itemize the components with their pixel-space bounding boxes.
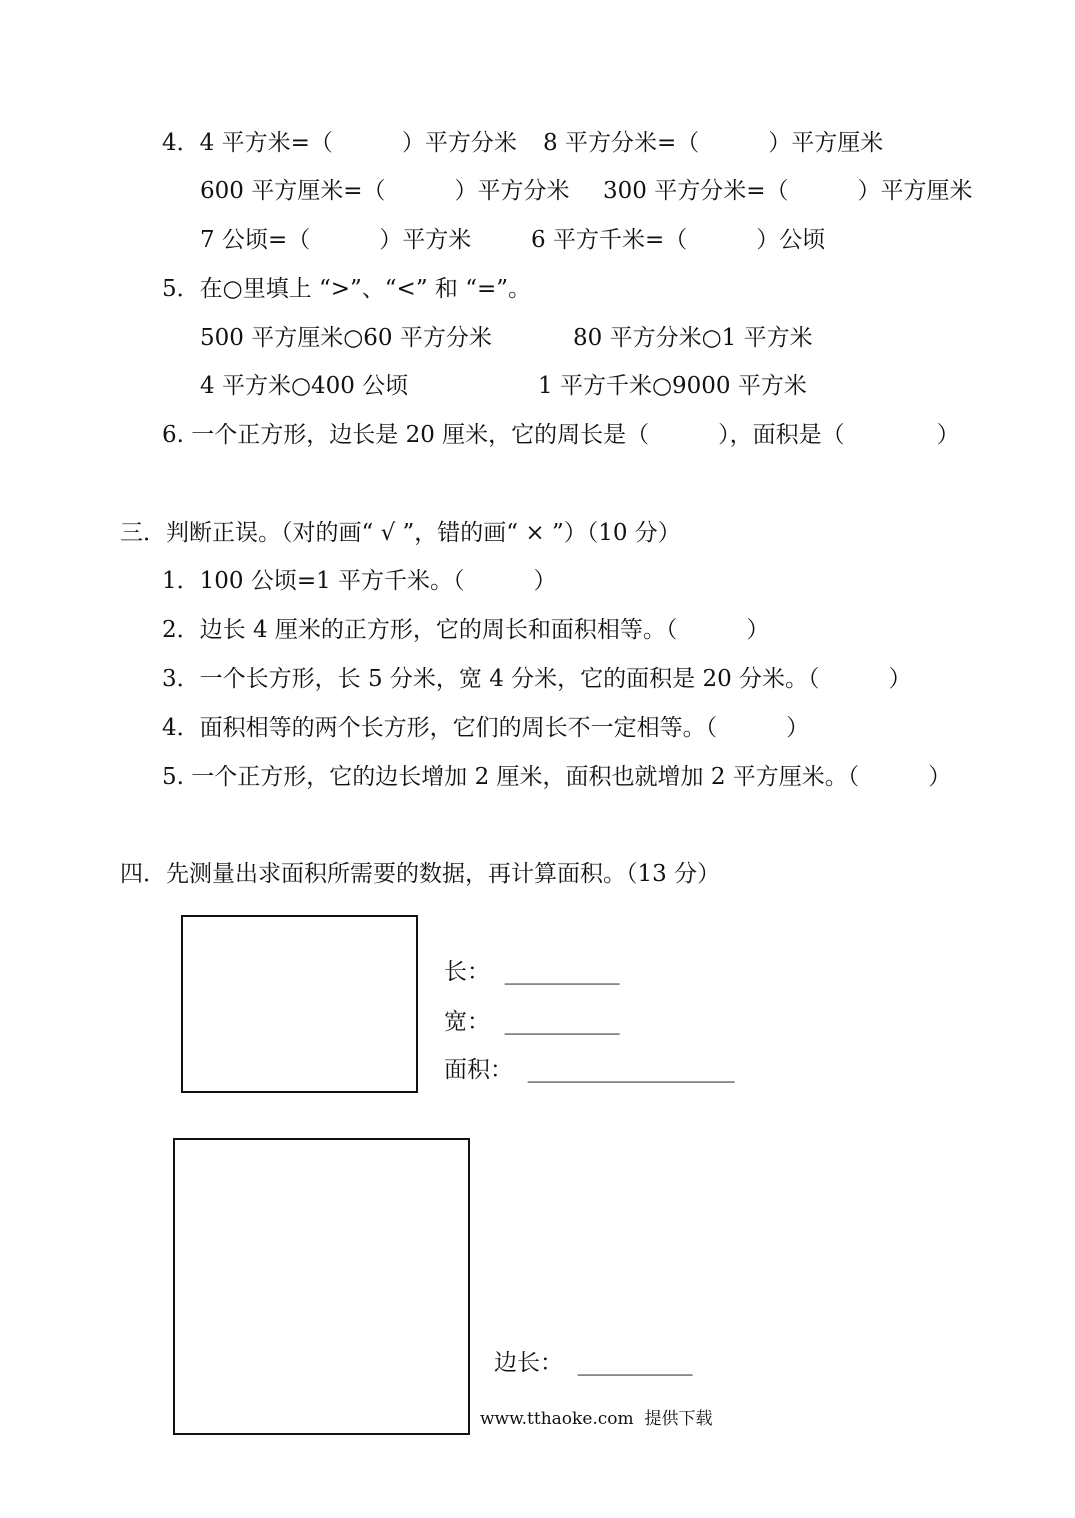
section3-item-1: 1．100 公顷=1 平方千米。（ ） bbox=[162, 568, 557, 594]
q4-line2b: 300 平方分米=（ ）平方厘米 bbox=[603, 178, 973, 204]
square-figure bbox=[173, 1138, 470, 1435]
section4-title: 四．先测量出求面积所需要的数据，再计算面积。（13 分） bbox=[120, 861, 721, 887]
rect-length-label: 长： __________ bbox=[444, 959, 620, 985]
q4-line3a: 7 公顷=（ ）平方米 bbox=[200, 227, 472, 253]
rect-area-label: 面积： __________________ bbox=[444, 1057, 735, 1083]
q5-line2a: 4 平方米○400 公顷 bbox=[200, 373, 409, 399]
section3-item-4: 4．面积相等的两个长方形，它们的周长不一定相等。（ ） bbox=[162, 715, 810, 741]
footer-source: www.tthaoke.com 提供下载 bbox=[480, 1409, 713, 1429]
q5-line1a: 500 平方厘米○60 平方分米 bbox=[200, 325, 492, 351]
q4-line1b: 8 平方分米=（ ）平方厘米 bbox=[543, 130, 884, 156]
section3-item-5: 5. 一个正方形，它的边长增加 2 厘米，面积也就增加 2 平方厘米。（ ） bbox=[162, 764, 952, 790]
q5-line2b: 1 平方千米○9000 平方米 bbox=[538, 373, 807, 399]
rectangle-figure bbox=[181, 915, 418, 1093]
q4-line3b: 6 平方千米=（ ）公顷 bbox=[531, 227, 826, 253]
q6-line: 6. 一个正方形，边长是 20 厘米，它的周长是（ ），面积是（ ） bbox=[162, 422, 960, 448]
q4-line1a: 4．4 平方米=（ ）平方分米 bbox=[162, 130, 517, 156]
q5-line1b: 80 平方分米○1 平方米 bbox=[573, 325, 813, 351]
q5-title: 5．在○里填上 “>”、“<” 和 “=”。 bbox=[162, 276, 531, 302]
section3-item-3: 3．一个长方形，长 5 分米，宽 4 分米，它的面积是 20 分米。（ ） bbox=[162, 666, 912, 692]
square-side-label: 边长： __________ bbox=[494, 1350, 693, 1376]
section3-item-2: 2．边长 4 厘米的正方形，它的周长和面积相等。（ ） bbox=[162, 617, 770, 643]
section3-title: 三．判断正误。（对的画“ √ ”，错的画“ × ”）（10 分） bbox=[120, 520, 681, 546]
rect-width-label: 宽： __________ bbox=[444, 1009, 620, 1035]
q4-line2a: 600 平方厘米=（ ）平方分米 bbox=[200, 178, 570, 204]
